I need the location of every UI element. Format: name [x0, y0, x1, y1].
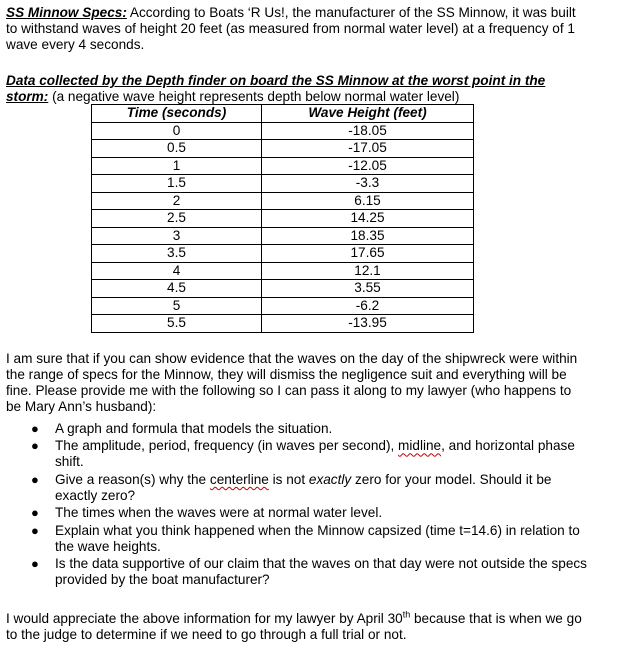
- height-cell: 14.25: [262, 210, 474, 228]
- closing-line-1: [6, 611, 632, 627]
- centerline-word: centerline: [209, 471, 269, 487]
- data-heading-line-2: [6, 89, 632, 105]
- height-cell: 6.15: [262, 192, 474, 210]
- time-cell: 0.5: [92, 140, 262, 158]
- bullet-icon: ●: [31, 421, 39, 436]
- bullet-claim-line-1: Is the data supportive of our claim that the waves on that day were not outside the specs: [55, 555, 587, 571]
- specs-line-2: to withstand waves of height 20 feet (as measured from normal water level) at a frequency of 1: [6, 21, 575, 36]
- bullet-icon: ●: [31, 522, 39, 538]
- time-cell: 2.5: [92, 210, 262, 228]
- height-cell: 12.1: [262, 262, 474, 280]
- data-note: (a negative wave height represents depth below normal water level): [48, 89, 460, 104]
- table-row: [92, 192, 474, 210]
- height-column-header: Wave Height (feet): [262, 105, 474, 123]
- table-row: [92, 210, 474, 228]
- bullet-amplitude-text-post: , and horizontal phase: [441, 438, 575, 454]
- bullet-capsized-line-2: the wave heights.: [55, 538, 161, 554]
- bullet-claim-line-2: provided by the boat manufacturer?: [55, 571, 270, 587]
- request-line-4: be Mary Ann’s husband):: [6, 399, 157, 414]
- bullet-water-level-text: The times when the waves were at normal water level.: [55, 505, 383, 521]
- table-row: [92, 245, 474, 263]
- time-cell: 5: [92, 297, 262, 315]
- data-heading-line-1: Data collected by the Depth finder on board the SS Minnow at the worst point in the: [6, 73, 546, 88]
- specs-text-1: According to Boats ‘R Us!, the manufacturer of the SS Minnow, it was built: [126, 5, 576, 20]
- request-paragraph: [6, 351, 632, 415]
- table-row: [92, 157, 474, 175]
- table-row: [92, 140, 474, 158]
- closing-text-pre: I would appreciate the above information for my lawyer by April 30: [6, 611, 403, 626]
- time-cell: 1.5: [92, 175, 262, 193]
- bullet-centerline-post: zero for your model. Should it be: [351, 471, 552, 487]
- time-cell: 2: [92, 192, 262, 210]
- height-cell: -3.3: [262, 175, 474, 193]
- table-row: [92, 122, 474, 140]
- height-cell: -13.95: [262, 315, 474, 333]
- request-line-2: the range of specs for the Minnow, they will dismiss the negligence suit and everything will be: [6, 367, 567, 382]
- list-item: [6, 505, 632, 521]
- bullet-icon: ●: [31, 471, 39, 487]
- specs-paragraph: [6, 5, 632, 53]
- height-cell: 17.65: [262, 245, 474, 263]
- bullet-centerline-text: Give a reason(s) why the: [55, 471, 210, 487]
- request-line-1: I am sure that if you can show evidence that the waves on the day of the shipwreck were within: [6, 351, 578, 366]
- table-row: [92, 227, 474, 245]
- list-item: [6, 438, 632, 470]
- bullet-icon: ●: [31, 555, 39, 571]
- table-row: [92, 280, 474, 298]
- midline-word: midline: [398, 438, 442, 454]
- requirements-list: [6, 421, 632, 589]
- list-item: [6, 556, 632, 588]
- bullet-graph-text: A graph and formula that models the situation.: [55, 421, 333, 436]
- time-cell: 5.5: [92, 315, 262, 333]
- bullet-capsized-line-1: Explain what you think happened when the Minnow capsized (time t=14.6) in relation to: [55, 522, 580, 538]
- height-cell: 18.35: [262, 227, 474, 245]
- table-header-row: [92, 105, 474, 123]
- time-cell: 0: [92, 122, 262, 140]
- wave-data-table: [91, 104, 474, 333]
- table-row: [92, 262, 474, 280]
- specs-line-1: [6, 5, 632, 21]
- list-item: [6, 523, 632, 555]
- time-cell: 4: [92, 262, 262, 280]
- height-cell: -18.05: [262, 122, 474, 140]
- table-row: [92, 315, 474, 333]
- bullet-amplitude-line-2: shift.: [55, 454, 84, 470]
- time-column-header: Time (seconds): [92, 105, 262, 123]
- bullet-amplitude-line-1: [55, 438, 632, 454]
- height-cell: -12.05: [262, 157, 474, 175]
- bullet-icon: ●: [31, 505, 39, 521]
- ordinal-suffix: th: [402, 609, 411, 620]
- closing-text-post: because that is when we go: [410, 611, 582, 626]
- exactly-word: exactly: [308, 471, 352, 487]
- time-cell: 3: [92, 227, 262, 245]
- height-cell: 3.55: [262, 280, 474, 298]
- request-line-3: fine. Please provide me with the following so I can pass it along to my lawyer (who happens to: [6, 383, 572, 398]
- bullet-centerline-line-2: exactly zero?: [55, 487, 136, 503]
- bullet-amplitude-text: The amplitude, period, frequency (in waves per second),: [55, 438, 399, 454]
- specs-line-3: wave every 4 seconds.: [6, 37, 145, 52]
- table-row: [92, 175, 474, 193]
- bullet-centerline-line-1: [55, 472, 632, 488]
- height-cell: -6.2: [262, 297, 474, 315]
- list-item: [6, 472, 632, 504]
- bullet-centerline-mid: is not: [268, 471, 309, 487]
- time-cell: 4.5: [92, 280, 262, 298]
- closing-line-2: to the judge to determine if we need to go through a full trial or not.: [6, 627, 407, 642]
- data-heading-storm: storm:: [6, 89, 49, 104]
- closing-paragraph: [6, 611, 632, 643]
- data-intro: [6, 73, 632, 105]
- height-cell: -17.05: [262, 140, 474, 158]
- specs-heading: SS Minnow Specs:: [6, 5, 127, 20]
- table-row: [92, 297, 474, 315]
- time-cell: 3.5: [92, 245, 262, 263]
- list-item: [6, 421, 632, 437]
- time-cell: 1: [92, 157, 262, 175]
- bullet-icon: ●: [31, 438, 39, 454]
